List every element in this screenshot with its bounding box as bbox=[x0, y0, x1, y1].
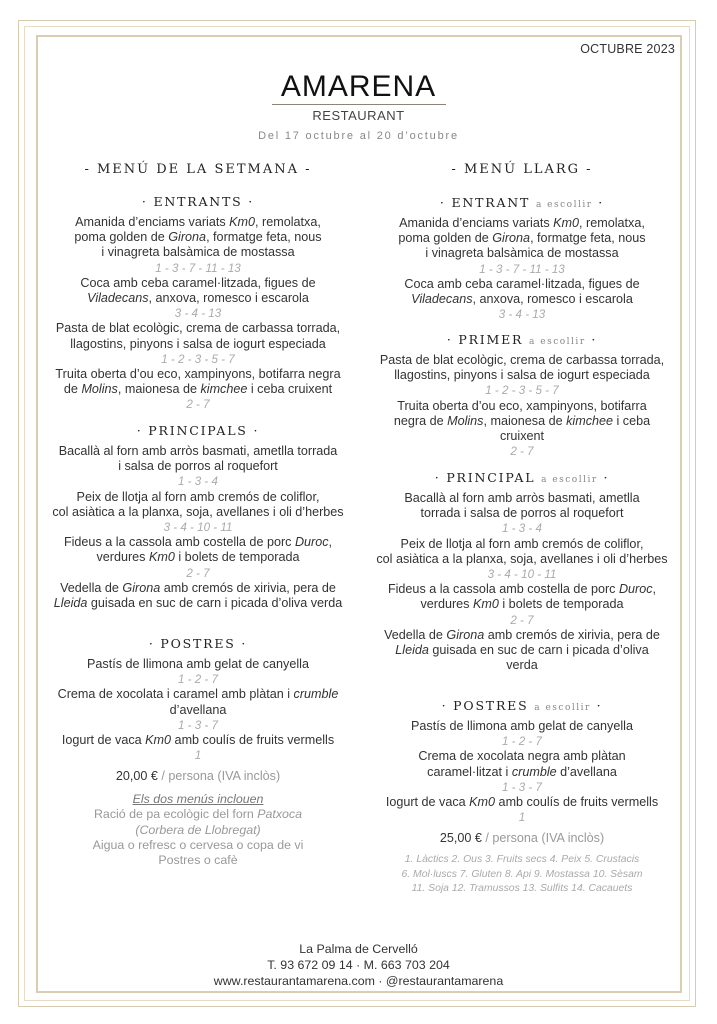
dish-line: col asiàtica a la planxa, soja, avellanes i oli d’herbes bbox=[376, 551, 668, 566]
dish-allergens: 1 - 3 - 7 bbox=[502, 780, 542, 794]
weekly-section bbox=[36, 423, 360, 611]
menu-dates: Del 17 octubre al 20 d’octubre bbox=[258, 130, 459, 142]
dish-allergens: 1 - 2 - 7 bbox=[178, 673, 218, 687]
long-section bbox=[360, 332, 684, 459]
dish-allergens: 1 - 3 - 7 - 11 - 13 bbox=[479, 262, 565, 276]
footer-web[interactable]: www.restaurantamarena.com · @restaurantamarena bbox=[213, 974, 504, 988]
dish-line: llagostins, pinyons i salsa de iogurt especiada bbox=[394, 368, 650, 383]
dish-line: Bacallà al forn amb arròs basmati, ametlla bbox=[404, 491, 640, 505]
dish-line: Coca amb ceba caramel·litzada, figues de bbox=[80, 275, 316, 290]
logo-subtitle: RESTAURANT bbox=[312, 108, 405, 123]
dish-allergens: 2 - 7 bbox=[186, 566, 210, 580]
weekly-price bbox=[36, 769, 360, 784]
footer-phones: T. 93 672 09 14 · M. 663 703 204 bbox=[267, 958, 450, 972]
dish-line: Crema de xocolata negra amb plàtan bbox=[418, 749, 626, 764]
section-title: · ENTRANTS · bbox=[141, 194, 255, 209]
dish-line: cruixent bbox=[499, 429, 545, 444]
logo-name: AMARENA bbox=[280, 70, 437, 103]
section-option: a escollir bbox=[541, 475, 598, 485]
dish-line: Viladecans, anxova, romesco i escarola bbox=[411, 292, 633, 307]
long-section bbox=[360, 195, 684, 322]
dish-line: caramel·litzat i crumble d’avellana bbox=[427, 764, 617, 779]
long-price-value: 25,00 € bbox=[439, 831, 482, 845]
footer-address: La Palma de Cervelló bbox=[299, 942, 418, 956]
dish-line: Viladecans, anxova, romesco i escarola bbox=[87, 291, 309, 306]
dish-allergens: 3 - 4 - 13 bbox=[174, 307, 222, 321]
dish-allergens: 1 - 3 - 4 bbox=[502, 522, 542, 536]
dish-line: i vinagreta balsàmica de mostassa bbox=[101, 245, 295, 260]
section-title: · PRINCIPAL a escollir · bbox=[434, 470, 610, 485]
dish-line: Bacallà al forn amb arròs basmati, ametlla torrada bbox=[58, 444, 338, 458]
includes-line: Postres o cafè bbox=[158, 853, 238, 868]
dish-allergens: 1 - 3 - 7 bbox=[178, 718, 218, 732]
dish-allergens: 2 - 7 bbox=[186, 398, 210, 412]
dish-line: Pasta de blat ecològic, crema de carbassa torrada, bbox=[55, 321, 341, 336]
dish-line: Fideus a la cassola amb costella de porc Duroc, bbox=[63, 535, 333, 550]
dish-line: Truita oberta d’ou eco, xampinyons, botifarra negra bbox=[55, 367, 341, 382]
section-title: · ENTRANT a escollir · bbox=[439, 195, 605, 210]
dish-line: Amanida d’enciams variats Km0, remolatxa, bbox=[75, 215, 321, 229]
dish-allergens: 2 - 7 bbox=[510, 613, 534, 627]
dish-line: Peix de llotja al forn amb cremós de coliflor, bbox=[400, 536, 644, 551]
dish-allergens: 3 - 4 - 10 - 11 bbox=[487, 568, 557, 582]
dish-line: Peix de llotja al forn amb cremós de coliflor, bbox=[76, 489, 320, 504]
dish-allergens: 3 - 4 - 10 - 11 bbox=[163, 521, 233, 535]
dish-line: Pasta de blat ecològic, crema de carbassa torrada, bbox=[379, 353, 665, 367]
long-section bbox=[360, 698, 684, 825]
allergen-legend-line: 11. Soja 12. Tramussos 13. Sulfits 14. Cacauets bbox=[411, 883, 633, 894]
dish-allergens: 1 - 3 - 7 - 11 - 13 bbox=[155, 261, 241, 275]
dish-line: Pastís de llimona amb gelat de canyella bbox=[87, 657, 309, 671]
section-title: · POSTRES a escollir · bbox=[441, 698, 603, 713]
dish-line: Pastís de llimona amb gelat de canyella bbox=[411, 719, 633, 733]
weekly-price-value: 20,00 € bbox=[115, 769, 158, 783]
allergen-legend-line: 6. Mol·luscs 7. Gluten 8. Api 9. Mostassa 10. Sèsam bbox=[401, 868, 643, 880]
dish-line: d’avellana bbox=[169, 702, 227, 717]
dish-line: Iogurt de vaca Km0 amb coulís de fruits vermells bbox=[61, 733, 335, 748]
dish-line: negra de Molins, maionesa de kimchee i ceba bbox=[393, 413, 651, 428]
dish-line: Truita oberta d’ou eco, xampinyons, botifarra bbox=[397, 398, 647, 413]
dish-allergens: 1 - 2 - 3 - 5 - 7 bbox=[485, 384, 559, 398]
long-price bbox=[360, 831, 684, 846]
section-title: · PRIMER a escollir · bbox=[446, 332, 598, 347]
section-option: a escollir bbox=[534, 703, 591, 713]
dish-line: Amanida d’enciams variats Km0, remolatxa, bbox=[399, 216, 645, 230]
section-title: · PRINCIPALS · bbox=[136, 423, 260, 438]
dish-line: Lleida guisada en suc de carn i picada d’oliva bbox=[395, 643, 649, 658]
dish-allergens: 1 - 2 - 3 - 5 - 7 bbox=[161, 352, 235, 366]
dish-line: verdures Km0 i bolets de temporada bbox=[96, 550, 300, 565]
dish-allergens: 3 - 4 - 13 bbox=[498, 308, 546, 322]
footer bbox=[0, 941, 717, 989]
restaurant-logo bbox=[0, 70, 717, 123]
dish-allergens: 1 - 2 - 7 bbox=[502, 735, 542, 749]
dish-allergens: 1 bbox=[194, 749, 202, 763]
weekly-menu-title: - MENÚ DE LA SETMANA - bbox=[84, 162, 312, 177]
dish-allergens: 1 - 3 - 4 bbox=[178, 475, 218, 489]
section-option: a escollir bbox=[535, 200, 593, 210]
dish-line: i salsa de porros al roquefort bbox=[118, 459, 278, 474]
weekly-price-suffix: / persona (IVA inclòs) bbox=[157, 769, 281, 783]
includes-line: Ració de pa ecològic del forn Patxoca bbox=[93, 807, 303, 822]
section-title: · POSTRES · bbox=[148, 636, 248, 651]
dish-allergens: 1 bbox=[518, 811, 526, 825]
dish-line: verda bbox=[506, 658, 538, 673]
dish-line: Fideus a la cassola amb costella de porc Duroc, bbox=[387, 582, 657, 597]
long-section bbox=[360, 470, 684, 673]
allergen-legend-line: 1. Làctics 2. Ous 3. Fruits secs 4. Peix 5. Crustacis bbox=[404, 854, 640, 865]
dish-line: de Molins, maionesa de kimchee i ceba cruixent bbox=[63, 382, 333, 397]
dish-allergens: 2 - 7 bbox=[510, 445, 534, 459]
dish-line: llagostins, pinyons i salsa de iogurt especiada bbox=[70, 336, 326, 351]
dish-line: Crema de xocolata i caramel amb plàtan i crumble bbox=[57, 687, 339, 702]
dish-line: poma golden de Girona, formatge feta, nous bbox=[398, 231, 646, 246]
dish-line: Lleida guisada en suc de carn i picada d’oliva verda bbox=[53, 596, 343, 611]
includes-line: Aigua o refresc o cervesa o copa de vi bbox=[92, 837, 304, 852]
menu-month: OCTUBRE 2023 bbox=[580, 42, 675, 56]
weekly-section bbox=[36, 636, 360, 763]
weekly-section bbox=[36, 194, 360, 413]
dish-line: col asiàtica a la planxa, soja, avellanes i oli d’herbes bbox=[52, 504, 344, 519]
dish-line: i vinagreta balsàmica de mostassa bbox=[425, 246, 619, 261]
dish-line: Coca amb ceba caramel·litzada, figues de bbox=[404, 276, 640, 291]
long-price-suffix: / persona (IVA inclòs) bbox=[481, 831, 605, 845]
dish-line: torrada i salsa de porros al roquefort bbox=[420, 506, 624, 521]
logo-divider bbox=[272, 104, 446, 105]
section-option: a escollir bbox=[529, 337, 586, 347]
includes-line: (Corbera de Llobregat) bbox=[135, 822, 261, 837]
menu-includes bbox=[36, 792, 360, 868]
dish-line: verdures Km0 i bolets de temporada bbox=[420, 597, 624, 612]
dish-line: Vedella de Girona amb cremós de xirivia, pera de bbox=[384, 627, 660, 642]
allergen-legend bbox=[360, 853, 684, 897]
long-menu-title: - MENÚ LLARG - bbox=[451, 162, 593, 177]
dish-line: Iogurt de vaca Km0 amb coulís de fruits vermells bbox=[385, 795, 659, 810]
dish-line: poma golden de Girona, formatge feta, nous bbox=[74, 230, 322, 245]
dish-line: Vedella de Girona amb cremós de xirivia, pera de bbox=[60, 580, 336, 595]
includes-title: Els dos menús inclouen bbox=[132, 792, 264, 806]
